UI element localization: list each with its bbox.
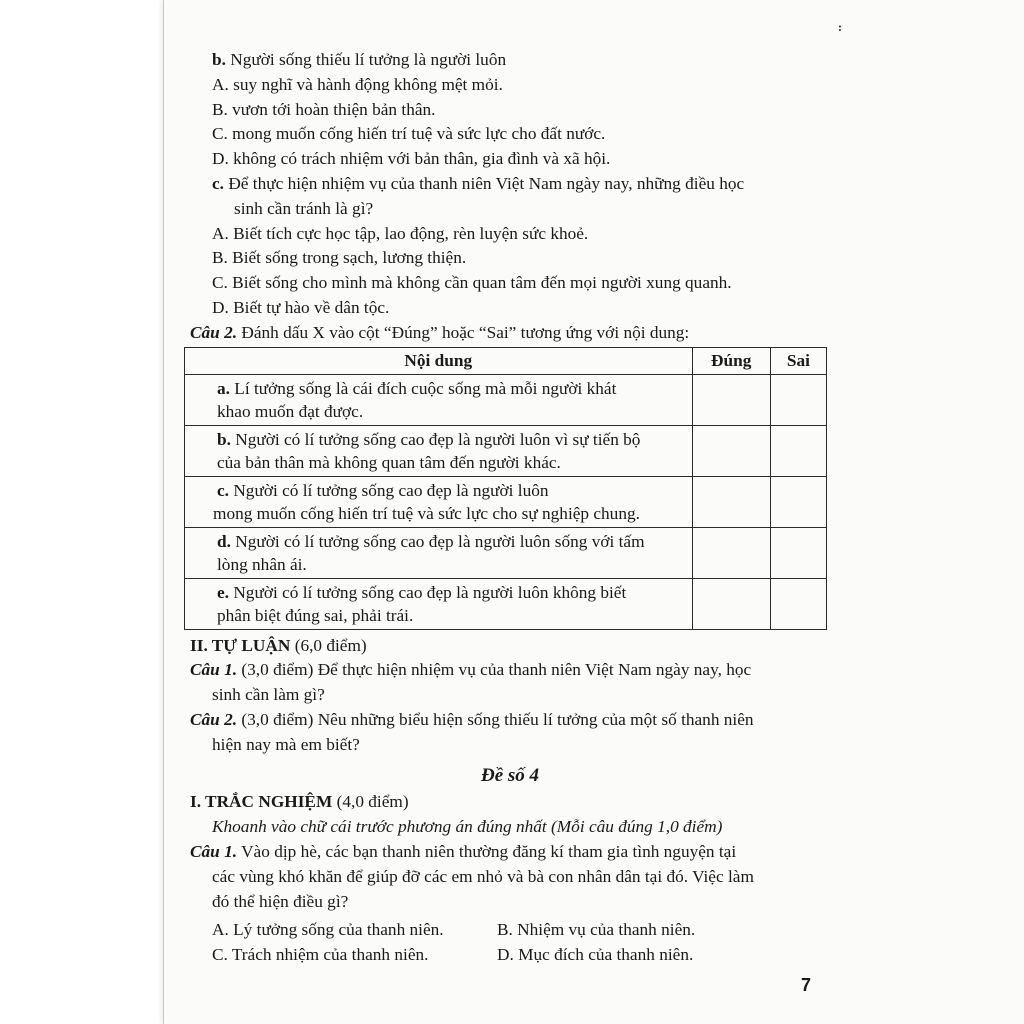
q1c-stem-line1: c. Để thực hiện nhiệm vụ của thanh niên Việt Nam ngày nay, những điều học: [212, 173, 745, 193]
q1b-option-c: C. mong muốn cống hiến trí tuệ và sức lực cho đất nước.: [212, 124, 606, 144]
q1c-option-c: C. Biết sống cho mình mà không cần quan tâm đến mọi người xung quanh.: [212, 273, 732, 293]
exam4-q1-line2: các vùng khó khăn để giúp đỡ các em nhỏ và bà con nhân dân tại đó. Việc làm: [212, 866, 754, 886]
table-row: [185, 425, 827, 476]
section2-heading: II. TỰ LUẬN (6,0 điểm): [190, 635, 367, 655]
row-c-content: c. Người có lí tưởng sống cao đẹp là người luôn mong muốn cống hiến trí tuệ và sức lực cho sự nghiệp chung.: [185, 476, 693, 527]
row-c-true-cell[interactable]: [692, 476, 770, 527]
exam4-q1-option-c: C. Trách nhiệm của thanh niên.: [212, 945, 429, 965]
exam4-title: Đề số 4: [480, 764, 540, 786]
exam4-q1-options-row2: [190, 943, 830, 968]
q1c-option-d: D. Biết tự hào về dân tộc.: [212, 297, 390, 317]
row-b-content: b. Người có lí tưởng sống cao đẹp là người luôn vì sự tiến bộ của bản thân mà không quan tâm đến người khác.: [185, 425, 693, 476]
page-content: [190, 48, 830, 968]
page-number: 7: [801, 975, 812, 995]
row-d-content: d. Người có lí tưởng sống cao đẹp là người luôn sống với tấm lòng nhân ái.: [185, 527, 693, 578]
top-mark: :: [838, 20, 842, 34]
row-c-false-cell[interactable]: [770, 476, 826, 527]
exam4-section1-heading: I. TRẮC NGHIỆM (4,0 điểm): [190, 792, 409, 812]
exam4-q1-option-d: D. Mục đích của thanh niên.: [497, 945, 694, 965]
row-a-false-cell[interactable]: [770, 374, 826, 425]
row-e-false-cell[interactable]: [770, 578, 826, 629]
section2-q1-line2: sinh cần làm gì?: [212, 685, 325, 705]
row-d-false-cell[interactable]: [770, 527, 826, 578]
row-d-true-cell[interactable]: [692, 527, 770, 578]
table-header-row: [185, 347, 827, 374]
q1b-option-b: B. vươn tới hoàn thiện bản thân.: [212, 99, 436, 119]
exam4-q1-options-row1: [190, 918, 830, 943]
q1b-stem: b. Người sống thiếu lí tưởng là người luôn: [212, 50, 507, 69]
row-e-content: e. Người có lí tưởng sống cao đẹp là người luôn không biết phân biệt đúng sai, phải trái.: [185, 578, 693, 629]
q1c-stem-line2: sinh cần tránh là gì?: [234, 198, 374, 218]
section2-q2-line1: Câu 2. (3,0 điểm) Nêu những biểu hiện sống thiếu lí tưởng của một số thanh niên: [190, 709, 754, 729]
table-row: [185, 527, 827, 578]
row-a-true-cell[interactable]: [692, 374, 770, 425]
row-a-content: a. Lí tưởng sống là cái đích cuộc sống mà mỗi người khát khao muốn đạt được.: [185, 374, 693, 425]
exam4-instruction: Khoanh vào chữ cái trước phương án đúng nhất (Mỗi câu đúng 1,0 điểm): [212, 817, 723, 837]
row-b-false-cell[interactable]: [770, 425, 826, 476]
exam4-q1-option-a: A. Lý tưởng sống của thanh niên.: [212, 920, 444, 940]
q2-stem: Câu 2. Đánh dấu X vào cột “Đúng” hoặc “Sai” tương ứng với nội dung:: [190, 322, 690, 342]
q1c-option-b: B. Biết sống trong sạch, lương thiện.: [212, 248, 467, 268]
table-row: [185, 476, 827, 527]
table-row: [185, 374, 827, 425]
header-content: Nội dung: [185, 347, 693, 374]
row-e-true-cell[interactable]: [692, 578, 770, 629]
q1c-option-a: A. Biết tích cực học tập, lao động, rèn luyện sức khoẻ.: [212, 223, 589, 243]
q1b-option-a: A. suy nghĩ và hành động không mệt mỏi.: [212, 74, 503, 94]
section2-q2-line2: hiện nay mà em biết?: [212, 734, 360, 754]
true-false-table: [184, 347, 827, 630]
section2-q1-line1: Câu 1. (3,0 điểm) Để thực hiện nhiệm vụ của thanh niên Việt Nam ngày nay, học: [190, 660, 752, 680]
header-true: Đúng: [692, 347, 770, 374]
row-b-true-cell[interactable]: [692, 425, 770, 476]
q1b-option-d: D. không có trách nhiệm với bản thân, gia đình và xã hội.: [212, 149, 611, 169]
table-row: [185, 578, 827, 629]
exam4-q1-option-b: B. Nhiệm vụ của thanh niên.: [497, 920, 696, 940]
exam4-q1-line3: đó thể hiện điều gì?: [212, 891, 349, 911]
header-false: Sai: [770, 347, 826, 374]
exam4-q1-line1: Câu 1. Vào dịp hè, các bạn thanh niên thường đăng kí tham gia tình nguyện tại: [190, 841, 737, 861]
